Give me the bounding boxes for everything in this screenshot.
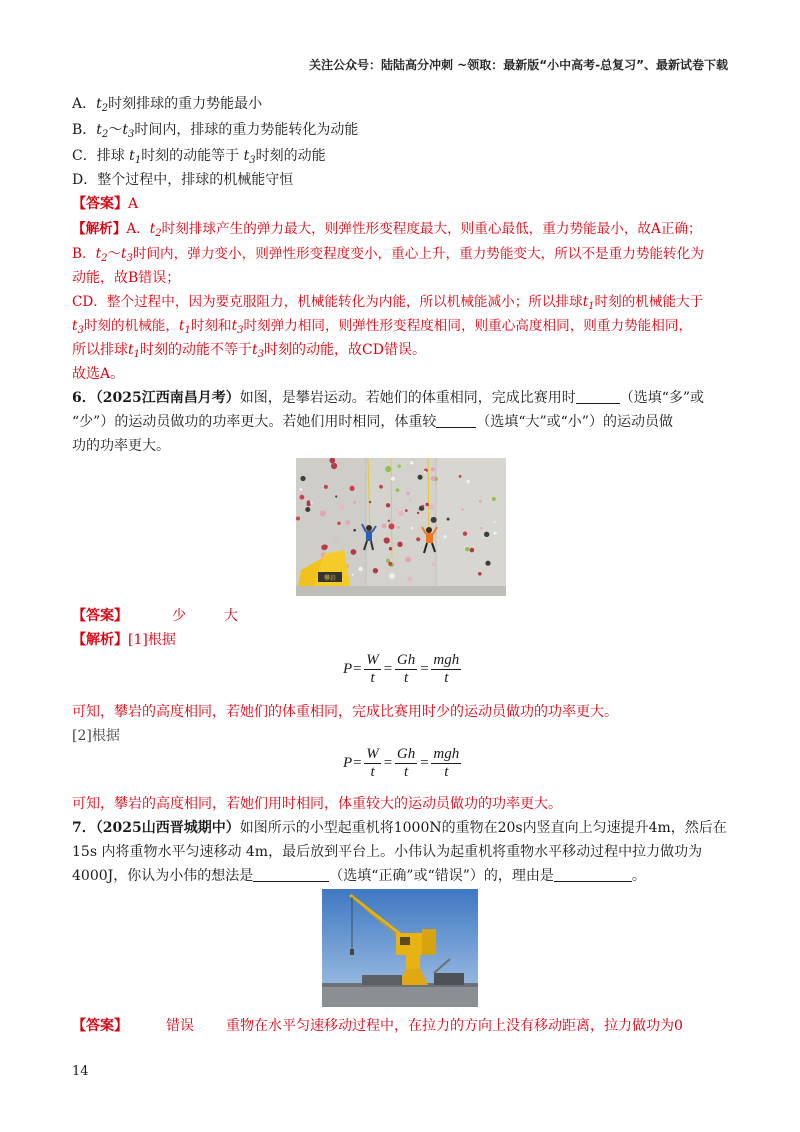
q5-analysis-line1: 【解析】A．$t_2$时刻排球产生的弹力最大，则弹性形变程度最大，则重心最低，重力势能最小，故A正确； <box>72 221 702 239</box>
climbing-hold <box>300 476 305 481</box>
climbing-hold <box>335 495 337 497</box>
q7-text-line1: 7．（2025山西晋城期中）如图所示的小型起重机将1000N的重物在20s内竖直向上匀速提升4m，然后在 <box>72 820 727 836</box>
svg-text:攀岩: 攀岩 <box>323 575 337 582</box>
q7-text-line3: 4000J，你认为小伟的想法是 （选填“正确”或“错误”）的，理由是 。 <box>72 868 646 884</box>
q5-answer: 【答案】A <box>72 196 139 212</box>
climbing-hold <box>398 465 401 468</box>
climbing-hold <box>411 527 414 530</box>
blank-3 <box>253 867 329 882</box>
climbing-hold <box>365 462 367 464</box>
climbing-hold <box>384 537 390 543</box>
option-a: A．$t_2$时刻排球的重力势能最小 <box>72 96 263 114</box>
power-formula-1: P= $\frac{W}{t}$ = $\frac{Gh}{t}$ = $\frac{\text{mgh}}{t}$ <box>343 652 460 686</box>
climbing-hold <box>485 561 490 566</box>
climbing-hold <box>395 509 397 511</box>
climbing-hold <box>431 476 436 481</box>
climbing-hold <box>478 572 482 576</box>
climbing-hold <box>307 500 311 504</box>
climbing-hold <box>432 563 435 566</box>
q6-text-line1: 6．（2025江西南昌月考）如图，是攀岩运动。若她们的体重相同，完成比赛用时 （选填“多”或 <box>72 390 705 406</box>
q7-text-line2: 15s 内将重物水平匀速移动 4m，最后放到平台上。小伟认为起重机将重物水平移动过程中拉力做功为 <box>72 844 703 860</box>
page-number: 14 <box>72 1064 89 1079</box>
climbing-hold <box>389 523 395 529</box>
climbing-hold <box>406 492 410 496</box>
climbing-hold <box>410 461 413 464</box>
climbing-hold <box>470 548 475 553</box>
climbing-hold <box>346 520 351 525</box>
climbing-hold <box>443 535 446 538</box>
climbing-hold <box>405 509 408 512</box>
climbing-hold <box>358 567 363 572</box>
q5-analysis-line2: B．$t_2\sim t_3$时间内，弹力变小，则弹性形变程度变小，重心上升，重力势能变大，所以不是重力势能转化为 <box>72 246 704 264</box>
climbing-hold <box>391 477 395 481</box>
climbing-hold <box>373 568 378 573</box>
climbing-hold <box>484 532 489 537</box>
q5-analysis-line3: 动能，故B错误； <box>72 270 181 286</box>
climbing-hold <box>353 529 356 532</box>
q6-analysis-ref1: 【解析】[1]根据 <box>72 632 176 648</box>
climbing-hold <box>398 510 404 516</box>
climbing-hold <box>466 480 470 484</box>
q5-conclusion: 故选A。 <box>72 366 125 382</box>
climbing-hold <box>305 507 310 512</box>
climbing-hold <box>350 486 355 491</box>
climbing-hold <box>334 537 337 540</box>
climbing-hold <box>324 485 328 489</box>
crane-image <box>322 889 478 1007</box>
climbing-hold <box>388 520 390 522</box>
climbing-hold <box>465 547 469 551</box>
climbing-hold <box>352 574 354 576</box>
climbing-hold <box>389 547 392 550</box>
climbing-hold <box>463 532 467 536</box>
climbing-hold <box>397 526 400 529</box>
option-d: D．整个过程中，排球的机械能守恒 <box>72 172 294 188</box>
climbing-hold <box>424 471 426 473</box>
blank-4 <box>554 867 632 882</box>
climbing-hold <box>396 488 400 492</box>
climbing-hold <box>493 531 496 534</box>
climbing-hold <box>461 508 463 510</box>
climbing-hold <box>388 562 392 566</box>
blank-1 <box>576 389 620 404</box>
climbing-wall-image <box>296 458 506 596</box>
climbing-hold <box>296 517 300 521</box>
climbing-hold <box>353 501 356 504</box>
climbing-hold <box>417 512 419 514</box>
q6-analysis-ref2: [2]根据 <box>72 728 120 744</box>
climbing-hold <box>405 557 411 563</box>
power-formula-2: P= $\frac{W}{t}$ = $\frac{Gh}{t}$ = $\frac{\text{mgh}}{t}$ <box>343 746 460 780</box>
climbing-hold <box>351 549 357 555</box>
climbing-hold <box>369 501 371 503</box>
q5-analysis-line4: CD．整个过程中，因为要克服阻力，机械能转化为内能，所以机械能减小；所以排球$t_1$时刻的机械能大于 <box>72 294 704 312</box>
climbing-hold <box>431 467 435 471</box>
option-c: C．排球 $t_1$时刻的动能等于 $t_3$时刻的动能 <box>72 148 326 166</box>
climbing-hold <box>320 510 326 516</box>
page-header: 关注公众号：陆陆高分冲刺 ~领取：最新版“小中高考-总复习”、最新试卷下载 <box>309 58 728 72</box>
climbing-hold <box>416 537 420 541</box>
q5-analysis-line5: $t_3$时刻的机械能，$t_1$时刻和$t_3$时刻弹力相同，则弹性形变程度相同，则重心高度相同，则重力势能相同， <box>72 318 693 336</box>
q6-conclusion-2: 可知，攀岩的高度相同，若她们用时相同，体重较大的运动员做功的功率更大。 <box>72 796 562 812</box>
climbing-hold <box>337 522 340 525</box>
climbing-hold <box>379 485 383 489</box>
climbing-hold <box>389 573 395 579</box>
climbing-hold <box>422 505 424 507</box>
option-b: B．$t_2\sim t_3$时间内，排球的重力势能转化为动能 <box>72 122 359 140</box>
climbing-hold <box>494 521 496 523</box>
q6-text-line3: 功的功率更大。 <box>72 438 170 454</box>
climbing-hold <box>459 475 462 478</box>
climbing-hold <box>407 576 412 581</box>
climbing-hold <box>323 545 328 550</box>
climbing-hold <box>331 463 333 465</box>
climbing-hold <box>300 495 305 500</box>
climbing-hold <box>492 497 496 501</box>
q7-answer: 【答案】 错误 重物在水平匀速移动过程中，在拉力的方向上没有移动距离，拉力做功为0 <box>72 1018 683 1034</box>
climbing-hold <box>431 517 437 523</box>
q6-text-line2: “少”）的运动员做功的功率更大。若她们用时相同，体重较 （选填“大”或“小”）的运动员做 <box>72 414 673 430</box>
climbing-hold <box>429 504 434 509</box>
q6-answer: 【答案】 少 大 <box>72 608 238 624</box>
climbing-hold <box>409 498 412 501</box>
climbing-hold <box>426 503 429 506</box>
blank-2 <box>436 413 476 428</box>
climbing-hold <box>381 524 386 529</box>
climbing-hold <box>397 542 402 547</box>
climbing-hold <box>480 527 482 529</box>
climbing-hold <box>418 475 423 480</box>
climbing-hold <box>447 518 450 521</box>
climbing-hold <box>385 466 391 472</box>
q5-analysis-line6: 所以排球$t_1$时刻的动能不等于$t_3$时刻的动能，故CD错误。 <box>72 342 426 360</box>
climbing-hold <box>479 500 482 503</box>
q6-conclusion-1: 可知，攀岩的高度相同，若她们的体重相同，完成比赛用时少的运动员做功的功率更大。 <box>72 704 618 720</box>
climbing-hold <box>386 503 390 507</box>
climbing-hold <box>300 488 303 491</box>
climbing-hold <box>340 505 345 510</box>
